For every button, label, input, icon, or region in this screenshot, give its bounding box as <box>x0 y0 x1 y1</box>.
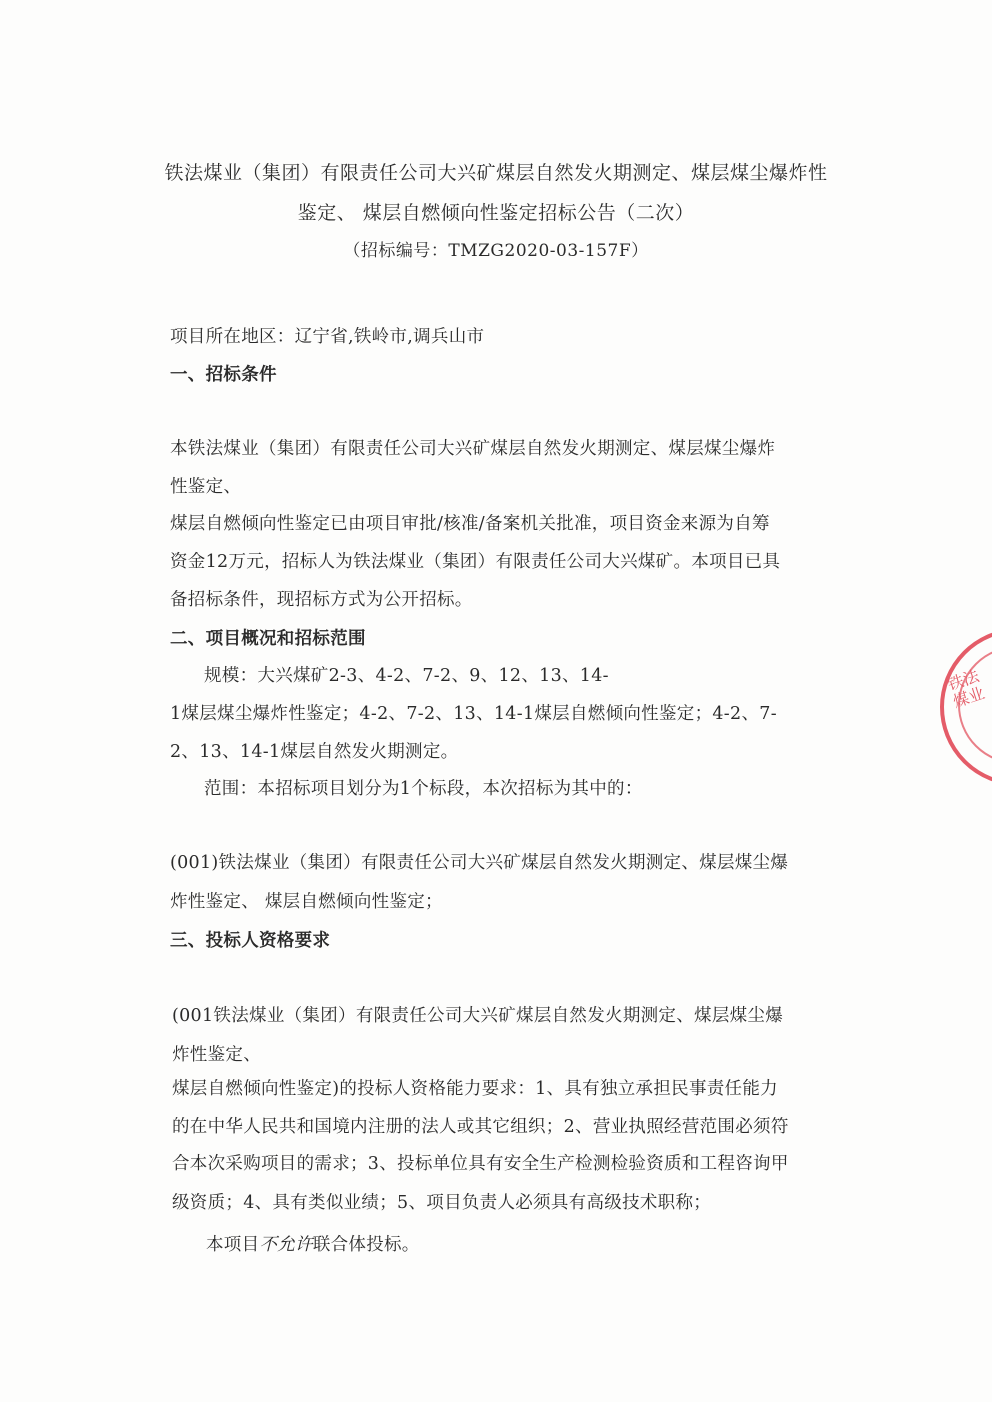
section-3-line: 合本次采购项目的需求；3、投标单位具有安全生产检测检验资质和工程咨询甲 <box>172 1154 789 1174</box>
section-3-line: 级资质；4、具有类似业绩；5、项目负责人必须具有高级技术职称； <box>172 1193 712 1213</box>
section-1-line: 煤层自燃倾向性鉴定已由项目审批/核准/备案机关批准，项目资金来源为自筹 <box>170 514 770 534</box>
section-2-line: (001)铁法煤业（集团）有限责任公司大兴矿煤层自然发火期测定、煤层煤尘爆 <box>170 853 789 873</box>
tender-number: （招标编号：TMZG2020-03-157F） <box>343 241 649 261</box>
section-2-line: 规模：大兴煤矿2-3、4-2、7-2、9、12、13、14- <box>204 666 609 686</box>
section-3-line: 炸性鉴定、 <box>172 1045 261 1065</box>
section-1-heading: 一、招标条件 <box>170 365 277 385</box>
consortium-suffix: 联合体投标。 <box>312 1235 420 1255</box>
company-seal-stamp <box>940 628 992 786</box>
consortium-statement <box>206 1231 420 1256</box>
section-1-line: 备招标条件，现招标方式为公开招标。 <box>170 590 473 610</box>
section-3-line: 煤层自燃倾向性鉴定)的投标人资格能力要求：1、具有独立承担民事责任能力 <box>172 1079 778 1099</box>
section-3-line: (001铁法煤业（集团）有限责任公司大兴矿煤层自然发火期测定、煤层煤尘爆 <box>172 1006 784 1026</box>
section-1-line: 性鉴定、 <box>170 477 242 497</box>
section-2-line: 1煤层煤尘爆炸性鉴定；4-2、7-2、13、14-1煤层自燃倾向性鉴定；4-2、7- <box>170 704 777 724</box>
section-3-heading: 三、投标人资格要求 <box>170 931 331 951</box>
document-title-line-1: 铁法煤业（集团）有限责任公司大兴矿煤层自然发火期测定、煤层煤尘爆炸性 <box>164 162 828 184</box>
project-region: 项目所在地区：辽宁省,铁岭市,调兵山市 <box>170 327 485 347</box>
section-3-line: 的在中华人民共和国境内注册的法人或其它组织；2、营业执照经营范围必须符 <box>172 1117 789 1137</box>
seal-text: 铁法煤业 <box>945 666 987 712</box>
section-1-line: 资金12万元，招标人为铁法煤业（集团）有限责任公司大兴煤矿。本项目已具 <box>170 552 781 572</box>
document-title-line-2: 鉴定、 煤层自燃倾向性鉴定招标公告（二次） <box>297 202 695 224</box>
consortium-prefix: 本项目 <box>206 1235 260 1255</box>
section-1-line: 本铁法煤业（集团）有限责任公司大兴矿煤层自然发火期测定、煤层煤尘爆炸 <box>170 439 776 459</box>
section-2-line: 炸性鉴定、 煤层自燃倾向性鉴定； <box>170 892 443 912</box>
section-2-line: 范围：本招标项目划分为1个标段，本次招标为其中的： <box>204 779 643 799</box>
section-2-line: 2、13、14-1煤层自然发火期测定。 <box>170 742 459 762</box>
section-2-heading: 二、项目概况和招标范围 <box>170 629 366 649</box>
consortium-emphasis: 不允许 <box>259 1235 313 1255</box>
